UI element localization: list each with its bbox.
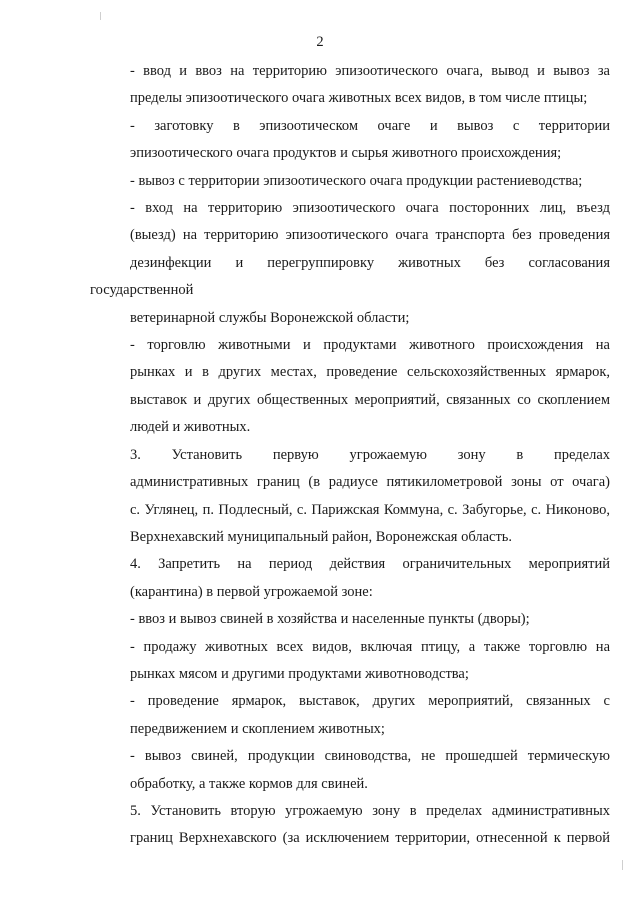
page-number: 2: [316, 34, 324, 50]
text-line: границ Верхнехавского (за исключением территории, отнесенной к первой: [130, 830, 610, 847]
paragraph-ban-pork-export: [90, 743, 610, 798]
text-line: людей и животных.: [130, 419, 251, 436]
text-line: с. Углянец, п. Подлесный, с. Парижская Коммуна, с. Забугорье, с. Никоново,: [130, 501, 610, 518]
text-line: - торговлю животными и продуктами животного происхождения на: [130, 337, 610, 354]
text-line: дезинфекции и перегруппировку животных без согласования государственной: [90, 254, 610, 299]
text-line: - продажу животных всех видов, включая птицу, а также торговлю на: [130, 638, 610, 655]
text-line: - вход на территорию эпизоотического очага посторонних лиц, въезд: [130, 200, 610, 217]
text-line: - проведение ярмарок, выставок, других мероприятий, связанных с: [130, 693, 610, 710]
paragraph-ban-animal-movement: [90, 58, 610, 113]
text-line: 5. Установить вторую угрожаемую зону в пределах административных: [130, 802, 610, 819]
text-line: 3. Установить первую угрожаемую зону в пределах: [130, 446, 610, 463]
document-body: [90, 58, 610, 853]
text-line: выставок и других общественных мероприятий, связанных со скоплением: [130, 391, 610, 408]
text-line: передвижением и скоплением животных;: [130, 720, 385, 737]
text-line: обработку, а также кормов для свиней.: [130, 775, 368, 792]
paragraph-ban-pig-transport: [90, 606, 610, 633]
text-line: пределы эпизоотического очага животных всех видов, в том числе птицы;: [130, 90, 588, 107]
text-line: административных границ (в радиусе пятикилометровой зоны от очага): [130, 474, 610, 491]
text-line: (выезд) на территорию эпизоотического очага транспорта без проведения: [130, 227, 610, 244]
paragraph-ban-fairs: [90, 688, 610, 743]
text-line: - заготовку в эпизоотическом очаге и вывоз с территории: [130, 117, 610, 134]
text-line: рынках и в других местах, проведение сельскохозяйственных ярмарок,: [130, 364, 610, 381]
paragraph-ban-crop-export: [90, 168, 610, 195]
text-line: - вывоз с территории эпизоотического очага продукции растениеводства;: [130, 172, 583, 189]
text-line: эпизоотического очага продуктов и сырья животного происхождения;: [130, 145, 562, 162]
paragraph-ban-trade: [90, 332, 610, 442]
text-line: рынках мясом и другими продуктами животноводства;: [130, 665, 469, 682]
text-line: (карантина) в первой угрожаемой зоне:: [130, 583, 373, 600]
paragraph-item-4: [90, 551, 610, 606]
paragraph-item-3: [90, 442, 610, 552]
scan-artifact: [622, 860, 623, 870]
text-line: - вывоз свиней, продукции свиноводства, не прошедшей термическую: [130, 748, 610, 765]
paragraph-ban-sale: [90, 634, 610, 689]
text-line: Верхнехавский муниципальный район, Воронежская область.: [130, 528, 513, 545]
text-line: 4. Запретить на период действия ограничительных мероприятий: [130, 556, 610, 573]
text-line: - ввоз и вывоз свиней в хозяйства и населенные пункты (дворы);: [130, 611, 530, 628]
text-line: - ввод и ввоз на территорию эпизоотического очага, вывод и вывоз за: [130, 63, 610, 79]
scan-artifact: [100, 12, 101, 20]
paragraph-ban-procurement: [90, 113, 610, 168]
paragraph-ban-entry: [90, 195, 610, 332]
paragraph-item-5: [90, 798, 610, 853]
text-line: ветеринарной службы Воронежской области;: [130, 309, 410, 326]
